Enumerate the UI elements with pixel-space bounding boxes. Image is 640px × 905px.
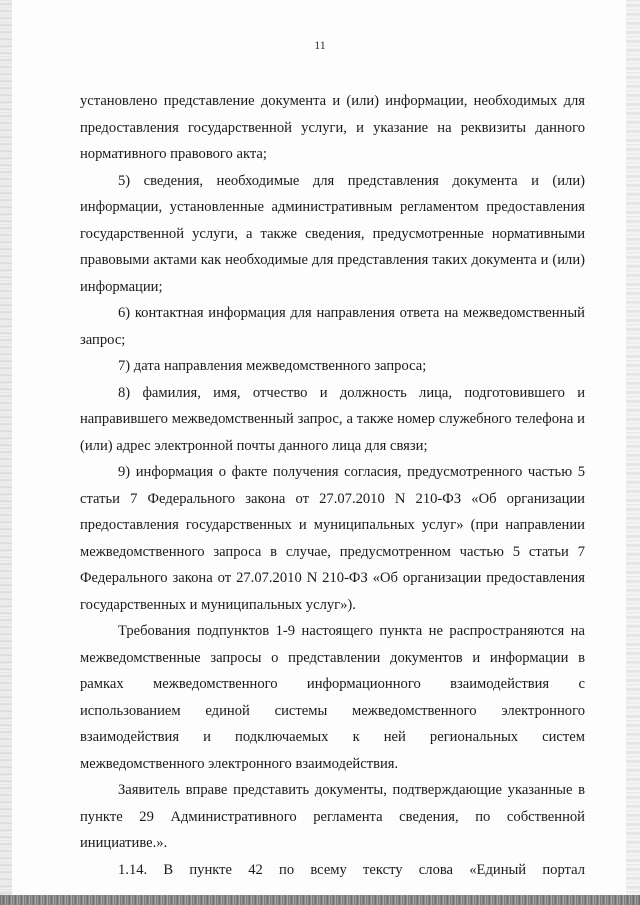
paragraph: Заявитель вправе представить документы, подтверждающие указанные в пункте 29 Административного регламента сведения, по собственной инициативе.». xyxy=(80,782,585,851)
document-body xyxy=(80,88,585,883)
paragraph: 5) сведения, необходимые для представления документа и (или) информации, установленные административным регламентом предоставления государственной услуги, а также сведения, предусмотренные нормативными правовыми актами как необходимые для представления таких документа и (или) информации; xyxy=(80,172,585,295)
scan-edge-left xyxy=(0,0,12,905)
scan-edge-right xyxy=(626,0,640,905)
paragraph: 6) контактная информация для направления ответа на межведомственный запрос; xyxy=(80,305,585,348)
paragraph: 1.14. В пункте 42 по всему тексту слова «Единый портал xyxy=(118,861,585,878)
scan-edge-bottom xyxy=(0,895,640,905)
paragraph: 7) дата направления межведомственного запроса; xyxy=(118,358,427,374)
paragraph: 8) фамилия, имя, отчество и должность лица, подготовившего и направившего межведомственный запрос, а также номер служебного телефона и (или) адрес электронной почты данного лица для связи; xyxy=(80,384,585,454)
page-number: 11 xyxy=(314,38,326,52)
paragraph: Требования подпунктов 1-9 настоящего пункта не распространяются на межведомственные запросы о представлении документов и информации в рамках межведомственного информационного взаимодействия с использованием единой системы межведомственного электронного взаимодействия и подключаемых к ней региональных систем межведомственного электронного взаимодействия. xyxy=(80,623,585,772)
paragraph: 9) информация о факте получения согласия, предусмотренного частью 5 статьи 7 Федерального закона от 27.07.2010 N 210-ФЗ «Об организации предоставления государственных и муниципальных услуг» (при направлении межведомственного запроса в случае, предусмотренном частью 5 статьи 7 Федерального закона от 27.07.2010 N 210-ФЗ «Об организации предоставления государственных и муниципальных услуг»). xyxy=(80,464,585,613)
paragraph: установлено представление документа и (или) информации, необходимых для предоставления государственной услуги, и указание на реквизиты данного нормативного правового акта; xyxy=(80,93,585,162)
